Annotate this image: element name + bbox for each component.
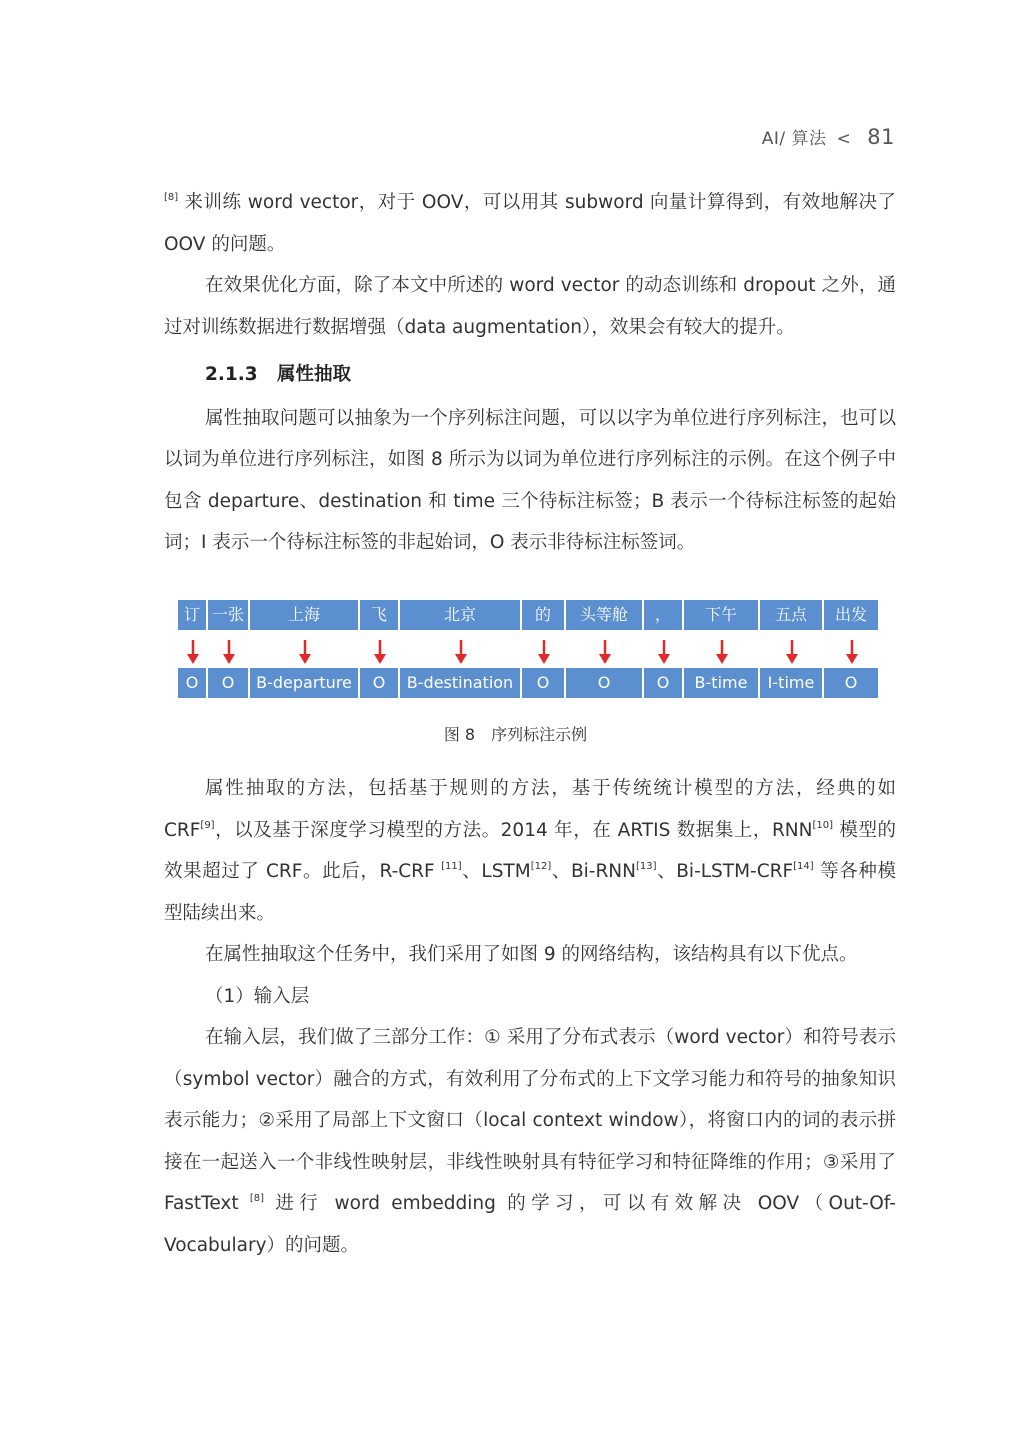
token-cell: 下午 [684,600,760,630]
caption-number: 图 8 [443,725,476,744]
paragraph-3: 属性抽取问题可以抽象为一个序列标注问题，可以以字为单位进行序列标注，也可以以词为单位进行序列标注，如图 8 所示为以词为单位进行序列标注的示例。在这个例子中包含 departure、destination 和 time 三个待标注标签；B 表示一个待标注标签的起始词；I 表示一个待标注标签的非起始词，O 表示非待标注标签词。 [164,407,896,553]
tag-cell: O [178,668,208,698]
running-head-section: AI/ 算法 [761,129,827,149]
tag-cell: O [208,668,250,698]
page-number: 81 [867,125,895,149]
citation-ref: [12] [530,861,552,872]
sequence-labeling-figure [178,600,888,700]
token-cell: 出发 [824,600,880,630]
paragraph-1 [164,182,896,265]
tag-cell: B-destination [400,668,522,698]
paragraph-7 [164,1017,896,1266]
citation-ref: [9] [200,819,215,831]
citation-ref: [14] [793,861,814,872]
section-title: 属性抽取 [277,364,352,385]
lower-body [164,768,896,1266]
figure-caption [0,722,1031,745]
down-arrow-icon [522,636,566,668]
citation-ref: [8] [249,1193,265,1204]
paragraph-4 [164,768,896,934]
token-cell: 五点 [760,600,824,630]
token-cell: 一张 [208,600,250,630]
tag-cell: O [360,668,400,698]
p4-e: 、Bi-RNN [551,861,636,882]
token-cell: ， [644,600,684,630]
p4-g: 等各种模型陆续出来。 [164,861,896,924]
down-arrow-icon [400,636,522,668]
citation-ref: [13] [636,861,657,872]
token-cell: 头等舱 [566,600,644,630]
arrow-row [178,636,880,668]
p7-a: 在输入层，我们做了三部分工作：① 采用了分布式表示（word vector）和符号表示（symbol vector）融合的方式，有效利用了分布式的上下文学习能力和符号的抽象知识表示能力；②采用了局部上下文窗口（local context window），将窗口内的词的表示拼接在一起送入一个非线性映射层，非线性映射具有特征学习和特征降维的作用；③采用了 FastText [164,1027,896,1214]
down-arrow-icon [360,636,400,668]
caption-text: 序列标注示例 [491,725,588,744]
down-arrow-icon [208,636,250,668]
token-row [178,600,880,630]
citation-ref: [8] [164,192,179,203]
tag-cell: O [522,668,566,698]
paragraph-6: （1）输入层 [205,985,310,1007]
paragraph-2: 在效果优化方面，除了本文中所述的 word vector 的动态训练和 dropout 之外，通过对训练数据进行数据增强（data augmentation），效果会有较大的提升。 [164,275,896,338]
token-cell: 飞 [360,600,400,630]
p4-a: 属性抽取的方法，包括基于规则的方法，基于传统统计模型的方法，经典的如 CRF [164,778,896,841]
tag-cell: B-departure [250,668,360,698]
running-head [762,124,895,149]
down-arrow-icon [684,636,760,668]
p4-c: 模型的效果超过了 CRF。此后，R-CRF [164,819,897,882]
tag-cell: I-time [760,668,824,698]
down-arrow-icon [178,636,208,668]
down-arrow-icon [644,636,684,668]
token-cell: 上海 [250,600,360,630]
token-cell: 北京 [400,600,522,630]
p4-d: 、LSTM [461,861,531,882]
down-arrow-icon [250,636,360,668]
paragraph-1-text: 来训练 word vector，对于 OOV，可以用其 subword 向量计算得到，有效地解决了 OOV 的问题。 [164,192,896,255]
upper-body [164,182,896,564]
tag-cell: O [824,668,880,698]
token-cell: 订 [178,600,208,630]
tag-row [178,668,880,698]
citation-ref: [11] [441,861,462,872]
section-heading [205,354,896,396]
down-arrow-icon [566,636,644,668]
p4-f: 、Bi-LSTM-CRF [656,861,794,882]
tag-cell: B-time [684,668,760,698]
p4-b: ，以及基于深度学习模型的方法。2014 年，在 ARTIS 数据集上，RNN [214,819,813,841]
down-arrow-icon [760,636,824,668]
p7-b: 进行 word embedding 的学习，可以有效解决 OOV（Out-Of-Vocabulary）的问题。 [164,1193,896,1256]
running-head-separator: < [836,129,852,149]
paragraph-5: 在属性抽取这个任务中，我们采用了如图 9 的网络结构，该结构具有以下优点。 [205,944,858,965]
section-number: 2.1.3 [205,364,258,385]
down-arrow-icon [824,636,880,668]
tag-cell: O [566,668,644,698]
tag-cell: O [644,668,684,698]
token-cell: 的 [522,600,566,630]
citation-ref: [10] [812,819,834,831]
